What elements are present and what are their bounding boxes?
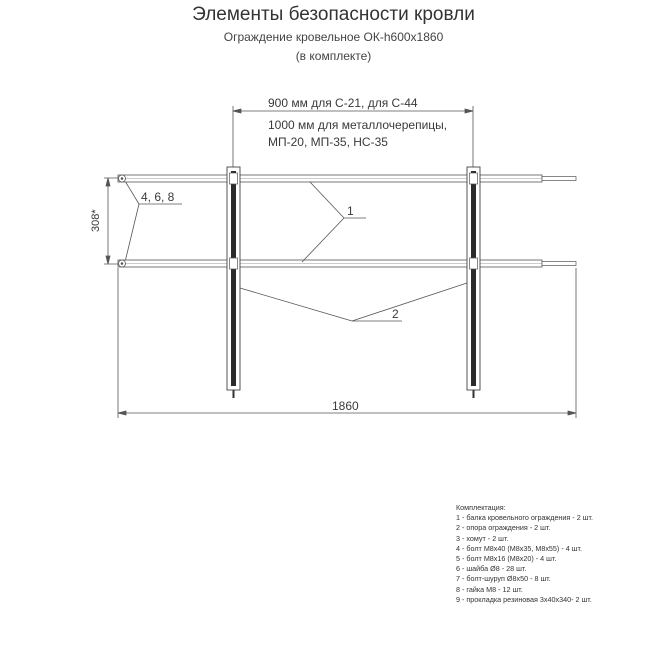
dim-top-label-3: МП-20, МП-35, НС-35	[268, 135, 388, 149]
kit-item: 8 - гайка М8 - 12 шт.	[456, 584, 523, 594]
kit-item: 9 - прокладка резиновая 3х40х340- 2 шт.	[456, 594, 592, 604]
product-subtitle: Ограждение кровельное ОК-h600x1860	[223, 30, 444, 44]
kit-list	[456, 503, 593, 605]
roof-beams	[118, 175, 576, 267]
dim-height-label: 308*	[90, 209, 102, 232]
upper-beam	[118, 175, 576, 182]
kit-item: 7 - болт-шуруп Ø8х50 - 8 шт.	[456, 574, 551, 584]
kit-note: (в комплекте)	[295, 49, 372, 63]
kit-item: 6 - шайба Ø8 - 28 шт.	[456, 564, 527, 574]
right-support	[467, 167, 480, 398]
kit-item: 1 - балка кровельного ограждения - 2 шт.	[456, 513, 593, 523]
dim-top-label-2: 1000 мм для металлочерепицы,	[268, 118, 448, 132]
lower-beam	[118, 260, 576, 267]
kit-item: 4 - болт М8х40 (М8х35, М8х55) - 4 шт.	[456, 543, 582, 553]
page-title: Элементы безопасности кровли	[192, 4, 475, 25]
height-dimension	[104, 178, 122, 264]
dim-top-label-1: 900 мм для С-21, для С-44	[268, 96, 418, 110]
callout-2-lines	[240, 283, 467, 321]
kit-item: 5 - болт М8х16 (М8х20) - 4 шт.	[456, 554, 557, 564]
callout-2-label: 2	[392, 307, 399, 321]
kit-item: 2 - опора ограждения - 2 шт.	[456, 523, 551, 533]
roof-supports	[227, 167, 480, 398]
length-dimension	[118, 268, 576, 418]
callout-bolts-label: 4, 6, 8	[141, 190, 175, 204]
left-support	[227, 167, 240, 398]
kit-heading: Комплектация:	[456, 503, 506, 512]
kit-item: 3 - хомут - 2 шт.	[456, 533, 509, 543]
callout-1-lines	[302, 182, 366, 262]
dim-length-label: 1860	[332, 399, 359, 413]
callout-1-label: 1	[347, 204, 354, 218]
